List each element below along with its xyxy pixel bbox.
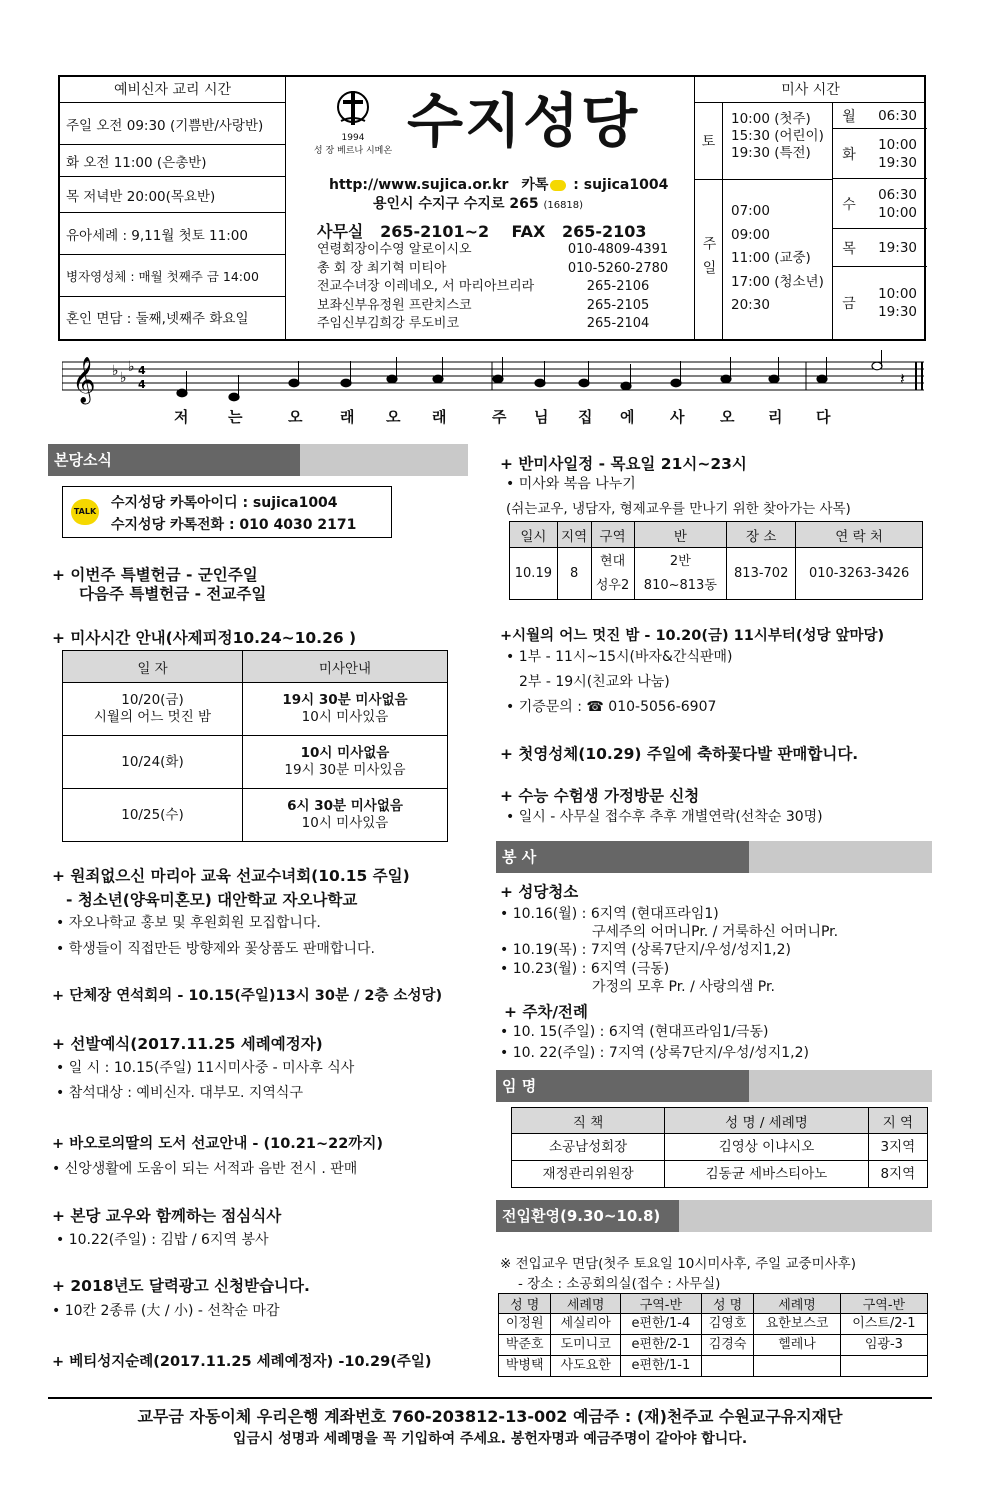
table-header-cell: 성 명	[499, 1294, 551, 1314]
parish-info	[287, 77, 693, 339]
parking-line: • 10. 22(주일) : 7지역 (상록7단지/우성/성지1,2)	[500, 1045, 809, 1061]
staff-row	[317, 315, 687, 334]
mass-notice-title: + 미사시간 안내(사제피정10.24~10.26 )	[52, 629, 357, 647]
staff-role: 총 회 장	[317, 260, 363, 276]
lyric-syllable: 에	[620, 408, 635, 426]
lyric-syllable: 사	[670, 408, 685, 426]
table-row	[499, 1356, 928, 1377]
table-cell: 박병택	[499, 1356, 551, 1377]
staff-phone: 265-2105	[586, 297, 650, 313]
weekday-label: 금	[842, 296, 856, 312]
table-cell: 10/20(금) 시월의 어느 멋진 밤	[63, 683, 243, 736]
mary-title: + 원죄없으신 마리아 교육 선교수녀회(10.15 주일)	[52, 867, 410, 885]
weekday-label: 목	[842, 240, 856, 257]
note-head	[493, 375, 503, 383]
table-header-cell: 성 명	[701, 1294, 753, 1314]
staff-row	[317, 241, 687, 260]
time-signature: 4	[138, 364, 146, 377]
catechism-row: 화 오전 11:00 (은총반)	[60, 145, 285, 177]
exam-visit-line: • 일시 - 사무실 접수후 추후 개별연락(선착순 30명)	[506, 809, 823, 825]
ban-mass-table	[509, 521, 923, 600]
table-cell	[701, 1356, 753, 1377]
section-parish-news: 본당소식	[48, 444, 468, 476]
note-head	[535, 379, 545, 387]
table-header-cell: 구역-반	[620, 1294, 701, 1314]
table-cell	[840, 1356, 927, 1377]
welcome-note: ※ 전입교우 면담(첫주 토요일 10시미사후, 주일 교중미사후)	[500, 1256, 856, 1272]
parish-title: 수지성당	[407, 87, 640, 155]
table-cell: 요한보스코	[754, 1314, 840, 1335]
appointment-table	[511, 1107, 928, 1188]
mass-cancel: 10시 미사없음	[300, 745, 390, 761]
table-cell	[243, 736, 448, 789]
lyric-syllable: 는	[228, 408, 243, 426]
note-head	[671, 379, 681, 387]
cleaning-line: 가정의 모후 Pr. / 사랑의샘 Pr.	[592, 979, 775, 995]
ban-mass-title: + 반미사일정 - 목요일 21시~23시	[500, 455, 747, 473]
table-cell: 세실리아	[551, 1314, 620, 1335]
calendar-ad-line: • 10칸 2종류 (大 / 小) - 선착순 마감	[52, 1303, 280, 1319]
october-night-line: • 1부 - 11시~15시(바자&간식판매)	[506, 649, 733, 665]
mass-times	[694, 77, 926, 339]
weekday-time: 10:00 19:30	[878, 286, 917, 320]
weekday-time: 10:00 19:30	[878, 136, 917, 171]
lyric-syllable: 다	[816, 408, 831, 426]
catechism-row: 주일 오전 09:30 (기쁨반/사랑반)	[60, 103, 285, 145]
table-row	[499, 1314, 928, 1335]
paulines-title: + 바오로의딸의 도서 선교안내 - (10.21~22까지)	[52, 1136, 383, 1152]
sunday-label: 주일	[695, 180, 723, 339]
note-head	[872, 362, 882, 370]
address-line	[373, 193, 583, 213]
lyric-syllable: 저	[174, 408, 189, 426]
table-cell: 박준호	[499, 1335, 551, 1356]
weekday-label: 월	[842, 108, 856, 125]
staff-phone: 265-2106	[586, 279, 650, 294]
note-head	[579, 379, 589, 387]
table-cell: 김영호	[701, 1314, 753, 1335]
table-header-row	[63, 651, 448, 683]
october-night-line: • 기증문의 : ☎ 010-5056-6907	[506, 699, 717, 715]
table-row	[63, 683, 448, 736]
table-cell: 김동균 세바스티아노	[665, 1161, 869, 1188]
mass-held: 10시 미사있음	[301, 815, 389, 831]
staff-row	[317, 278, 687, 297]
mass-held: 10시 미사있음	[301, 709, 389, 725]
office-phone: 사무실 265-2101~2 FAX 265-2103	[317, 222, 647, 241]
catechism-title: 예비신자 교리 시간	[60, 77, 285, 103]
lyric-syllable: 래	[340, 408, 355, 426]
table-cell: 010-3263-3426	[796, 548, 923, 600]
kakao-phone-line: 수지성당 카톡전화 : 010 4030 2171	[111, 517, 357, 533]
weekday-label: 수	[842, 196, 856, 213]
lyric-syllable: 주	[492, 408, 507, 426]
paulines-line: • 신앙생활에 도움이 되는 서적과 음반 전시 . 판매	[52, 1161, 358, 1177]
october-night-line: 2부 - 19시(친교와 나눔)	[519, 674, 670, 690]
cleaning-line: • 10.23(월) : 6지역 (극동)	[500, 961, 670, 977]
table-header-row	[499, 1294, 928, 1314]
staff-phone: 010-5260-2780	[567, 260, 669, 276]
weekday-cell	[833, 229, 927, 267]
mass-schedule-table	[62, 650, 448, 842]
table-header-cell: 구역-반	[840, 1294, 927, 1314]
table-cell: e편한/1-1	[620, 1356, 701, 1377]
staff-row	[317, 260, 687, 279]
note-head	[817, 375, 827, 383]
table-header-cell: 세례명	[551, 1294, 620, 1314]
cleaning-title: + 성당청소	[500, 883, 579, 901]
weekday-cell	[833, 179, 927, 229]
table-cell: 이정원	[499, 1314, 551, 1335]
table-header-cell: 지역	[557, 522, 591, 548]
header-box	[58, 75, 926, 341]
kakao-icon	[550, 180, 566, 191]
staff-name: 최기혁 미티아	[367, 260, 447, 276]
table-header-cell: 지 역	[868, 1108, 927, 1134]
music-staff	[62, 350, 924, 430]
zip-code: (16818)	[543, 200, 584, 211]
kakao-label: 카톡	[521, 177, 549, 193]
staff-role: 주임신부	[317, 316, 368, 331]
footer-bank-info: 교무금 자동이체 우리은행 계좌번호 760-203812-13-002 예금주 : (재)천주교 수원교구유지재단	[137, 1407, 843, 1426]
table-cell: 8	[557, 548, 591, 600]
footer-note: 입금시 성명과 세례명을 꼭 기입하여 주세요. 봉헌자명과 예금주명이 같아야 합니다.	[232, 1431, 748, 1447]
table-cell: 사도요한	[551, 1356, 620, 1377]
note-head	[433, 375, 443, 383]
lyric-syllable: 오	[288, 408, 303, 426]
table-header-cell: 장 소	[727, 522, 796, 548]
flat-icon: ♭	[120, 370, 127, 386]
table-cell: 재정관리위원장	[512, 1161, 665, 1188]
offering-this-week: + 이번주 특별헌금 - 군인주일	[52, 566, 258, 584]
selection-rite-title: + 선발예식(2017.11.25 세례예정자)	[52, 1035, 323, 1053]
table-cell: 도미니코	[551, 1335, 620, 1356]
logo-year: 1994	[341, 133, 365, 143]
table-header-cell: 구역	[591, 522, 634, 548]
table-cell: 이스트/2-1	[840, 1314, 927, 1335]
table-row	[512, 1161, 928, 1188]
mary-line: • 자오나학교 홍보 및 후원회원 모집합니다.	[56, 915, 321, 931]
table-header-cell: 성 명 / 세례명	[665, 1108, 869, 1134]
weekday-cell	[833, 103, 927, 129]
section-welcome: 전입환영(9.30~10.8)	[496, 1200, 932, 1232]
lyric-syllable: 리	[768, 408, 783, 426]
table-cell: 10.19	[510, 548, 558, 600]
table-cell: e편한/1-4	[620, 1314, 701, 1335]
parking-title: + 주차/전례	[504, 1003, 588, 1021]
staff-name: 김희강 루도비코	[367, 316, 460, 331]
kakao-id-line: 수지성당 카톡아이디 : sujica1004	[111, 495, 338, 511]
catechism-row: 병자영성체 : 매월 첫째주 금 14:00	[60, 255, 285, 297]
cleaning-line: • 10.19(목) : 7지역 (상록7단지/우성/성지1,2)	[500, 942, 791, 958]
ban-mass-line: (쉬는교우, 냉담자, 형제교우를 만나기 위한 찾아가는 사목)	[506, 501, 851, 517]
table-cell: 임광-3	[840, 1335, 927, 1356]
exam-visit-title: + 수능 수험생 가정방문 신청	[500, 787, 700, 805]
group-meeting: + 단체장 연석회의 - 10.15(주일)13시 30분 / 2층 소성당)	[52, 988, 443, 1004]
mass-cancel: 19시 30분 미사없음	[282, 692, 408, 708]
calendar-ad-title: + 2018년도 달력광고 신청받습니다.	[52, 1277, 310, 1295]
table-cell: 8지역	[868, 1161, 927, 1188]
lyric-syllable: 래	[432, 408, 447, 426]
saturday-label: 토	[695, 103, 723, 180]
table-cell: 10/24(화)	[63, 736, 243, 789]
table-cell: 소공남성회장	[512, 1134, 665, 1161]
selection-rite-line: • 참석대상 : 예비신자. 대부모. 지역식구	[56, 1085, 303, 1101]
pilgrimage-title: + 베티성지순례(2017.11.25 세례예정자) -10.29(주일)	[52, 1354, 432, 1370]
mass-held: 19시 30분 미사있음	[284, 762, 406, 778]
weekday-cell	[833, 267, 927, 339]
weekday-cell	[833, 129, 927, 179]
weekday-label: 화	[842, 146, 856, 163]
table-cell	[243, 789, 448, 842]
october-night-title: +시월의 어느 멋진 밤 - 10.20(금) 11시부터(성당 앞마당)	[500, 628, 885, 644]
selection-rite-line: • 일 시 : 10.15(주일) 11시미사중 - 미사후 식사	[56, 1060, 355, 1076]
table-cell: 김영상 이냐시오	[665, 1134, 869, 1161]
table-cell	[243, 683, 448, 736]
mary-line: • 학생들이 직접만든 방향제와 꽃상품도 판매합니다.	[56, 941, 375, 957]
staff-list	[317, 241, 687, 334]
sunday-times: 07:00 09:00 11:00 (교중) 17:00 (청소년) 20:30	[723, 180, 833, 339]
table-header-cell: 연 락 처	[796, 522, 923, 548]
staff-row	[317, 297, 687, 316]
staff-phone: 010-4809-4391	[567, 242, 669, 257]
table-cell	[754, 1356, 840, 1377]
lyric-syllable: 오	[720, 408, 735, 426]
table-header-cell: 일 자	[63, 651, 243, 683]
welcome-note: - 장소 : 소공회의실(접수 : 사무실)	[518, 1276, 721, 1292]
table-cell: 김경숙	[701, 1335, 753, 1356]
parking-line: • 10. 15(주일) : 6지역 (현대프라임1/극동)	[500, 1024, 769, 1040]
staff-role: 연령회장	[317, 242, 368, 257]
lyric-syllable: 집	[578, 408, 593, 426]
kakao-id: : sujica1004	[573, 177, 669, 193]
flat-icon: ♭	[112, 363, 119, 379]
contact-line	[329, 174, 668, 194]
table-cell: 10/25(수)	[63, 789, 243, 842]
table-header-cell: 미사안내	[243, 651, 448, 683]
lyric-syllable: 님	[534, 408, 549, 426]
table-cell: 3지역	[868, 1134, 927, 1161]
note-head	[177, 389, 187, 397]
kakao-box	[62, 486, 392, 538]
table-header-cell: 반	[634, 522, 727, 548]
address: 용인시 수지구 수지로 265	[373, 196, 539, 212]
lyrics-line	[62, 406, 924, 428]
cross-logo-icon	[323, 85, 383, 131]
welcome-table	[498, 1293, 928, 1377]
ban-mass-line: • 미사와 복음 나누기	[506, 476, 636, 492]
parish-logo	[313, 85, 393, 156]
weekday-time: 06:30 10:00	[878, 186, 917, 221]
staff-role: 전교수녀	[317, 279, 368, 294]
table-row	[510, 548, 923, 600]
section-appointment: 임 명	[496, 1070, 932, 1102]
table-cell: e편한/2-1	[620, 1335, 701, 1356]
table-header-cell: 세례명	[754, 1294, 840, 1314]
website-link[interactable]: http://www.sujica.or.kr	[329, 177, 509, 193]
first-communion-notice: + 첫영성체(10.29) 주일에 축하꽃다발 판매합니다.	[500, 745, 859, 763]
table-header-cell: 직 책	[512, 1108, 665, 1134]
rest-icon: 𝄽	[900, 369, 905, 388]
offering-next-week: 다음주 특별헌금 - 전교주일	[79, 585, 267, 603]
treble-clef-icon: 𝄞	[72, 357, 96, 403]
flat-icon: ♭	[128, 359, 135, 375]
lyric-syllable: 오	[386, 408, 401, 426]
table-row	[63, 736, 448, 789]
logo-text: 성 장 베르나 시메온	[313, 146, 393, 156]
table-row	[499, 1335, 928, 1356]
weekday-time: 06:30	[878, 107, 917, 124]
catechism-row: 목 저녁반 20:00(목요반)	[60, 177, 285, 213]
table-cell: 현대 성우2	[591, 548, 634, 600]
staff-name: 이수영 알로이시오	[367, 242, 472, 257]
mass-cancel: 6시 30분 미사없음	[287, 798, 403, 814]
weekday-time: 19:30	[878, 239, 917, 256]
catechism-schedule	[60, 77, 286, 339]
note-head	[229, 393, 239, 401]
staff-name: 유정원 프란치스코	[367, 297, 472, 313]
staff-role: 보좌신부	[317, 297, 368, 313]
catechism-row: 혼인 면담 : 둘째,넷째주 화요일	[66, 311, 249, 327]
note-head	[387, 375, 397, 383]
staff-notation	[62, 350, 924, 406]
note-head	[289, 379, 299, 387]
table-header-cell: 일시	[510, 522, 558, 548]
table-cell: 813-702	[727, 548, 796, 600]
staff-name: 장 이레네오, 서 마리아브리라	[367, 279, 535, 294]
weekday-times	[833, 103, 927, 339]
table-cell: 헬레나	[754, 1335, 840, 1356]
note-head	[769, 375, 779, 383]
mass-times-title: 미사 시간	[695, 77, 926, 103]
table-row	[63, 789, 448, 842]
cleaning-line: • 10.16(월) : 6지역 (현대프라임1)	[500, 906, 719, 922]
lunch-line: • 10.22(주일) : 김밥 / 6지역 봉사	[56, 1232, 269, 1248]
table-row	[512, 1134, 928, 1161]
cleaning-line: 구세주의 어머니Pr. / 거룩하신 어머니Pr.	[592, 924, 839, 940]
table-cell: 2반 810~813동	[634, 548, 727, 600]
catechism-row: 유아세례 : 9,11월 첫토 11:00	[60, 213, 285, 255]
section-service: 봉 사	[496, 841, 932, 873]
note-head	[721, 375, 731, 383]
kakao-talk-icon: TALK	[71, 499, 99, 525]
note-head	[341, 379, 351, 387]
time-signature: 4	[138, 378, 146, 391]
note-head	[621, 382, 631, 390]
footer-rule	[48, 1397, 932, 1399]
table-header-row	[512, 1108, 928, 1134]
table-header-row	[510, 522, 923, 548]
mary-subtitle: - 청소년(양육미혼모) 대안학교 자오나학교	[66, 891, 358, 909]
saturday-times: 10:00 (첫주) 15:30 (어린이) 19:30 (특전)	[723, 103, 833, 180]
staff-phone: 265-2104	[586, 316, 650, 331]
lunch-title: + 본당 교우와 함께하는 점심식사	[52, 1207, 282, 1225]
